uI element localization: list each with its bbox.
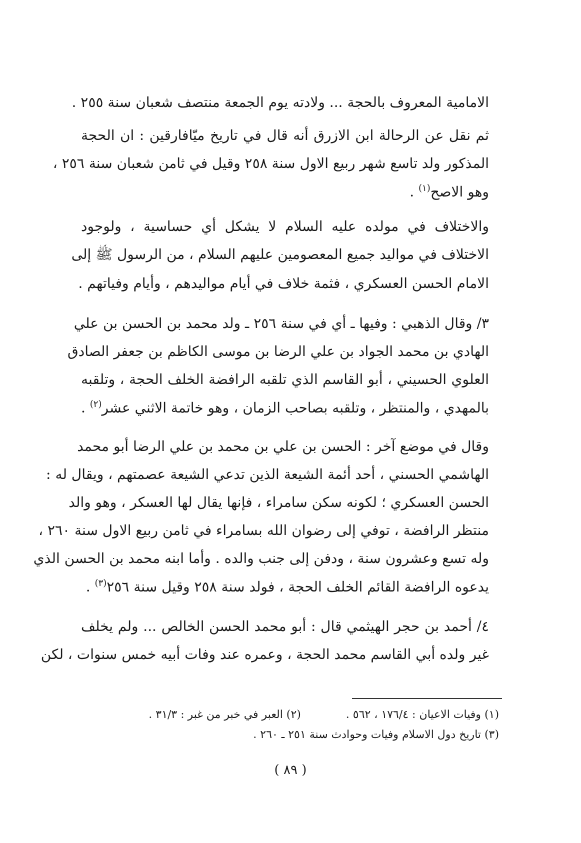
text-fragment: بالمهدي ، والمنتظر ، وتلقبه بصاحب الزمان ، وهو خاتمة الاثني عشر bbox=[101, 400, 489, 417]
text-line: الهاشمي الحسني ، أحد أئمة الشيعة الذين تدعي الشيعة عصمتهم ، ويقال له : bbox=[46, 467, 489, 483]
text-line: غير ولده أبي القاسم محمد الحجة ، وعمره عند وفات أبيه خمس سنوات ، لكن bbox=[40, 647, 489, 663]
footnote-line bbox=[79, 708, 499, 721]
text-line bbox=[81, 184, 489, 201]
text-line: الهادي بن محمد الجواد بن علي الرضا بن موسى الكاظم بن جعفر الصادق bbox=[67, 344, 489, 360]
page-number: ( ٨٩ ) bbox=[274, 763, 307, 778]
footnote-marker: (١) bbox=[418, 184, 431, 194]
text-fragment: . bbox=[409, 184, 419, 201]
text-line: منتظر الرافضة ، توفي إلى رضوان الله بسامراء في ثامن ربيع الاول سنة ٢٦٠ ، bbox=[38, 523, 489, 539]
text-line: العلوي الحسيني ، أبو القاسم الذي تلقبه الرافضة الخلف الحجة ، وتلقبه bbox=[81, 372, 489, 388]
footnote-marker: (٢) bbox=[89, 400, 102, 410]
text-fragment: يدعوه الرافضة القائم الخلف الحجة ، فولد سنة ٢٥٨ وقيل سنة ٢٥٦ bbox=[106, 579, 489, 596]
text-line: ثم نقل عن الرحالة ابن الازرق أنه قال في تاريخ ميّافارقين : ان الحجة bbox=[81, 128, 489, 144]
text-line: الحسن العسكري ؛ لكونه سكن سامراء ، فإنها يقال لها العسكر ، وهو والد bbox=[68, 495, 489, 511]
footnote-divider bbox=[352, 698, 502, 699]
footnote-1: (١) وفيات الاعيان : ١٧٦/٤ ، ٥٦٢ . bbox=[345, 708, 499, 721]
text-line: الامام الحسن العسكري ، فثمة خلاف في أيام مواليدهم ، وأيام وفياتهم . bbox=[78, 276, 489, 292]
text-line bbox=[81, 579, 489, 596]
text-fragment: وهو الاصح bbox=[430, 184, 489, 201]
text-line bbox=[81, 400, 489, 417]
text-line: المذكور ولد تاسع شهر ربيع الاول سنة ٢٥٨ وقيل في ثامن شعبان سنة ٢٥٦ ، bbox=[52, 156, 489, 172]
footnote-2: (٢) العبر في خبر من غبر : ٣١/٣ . bbox=[148, 708, 301, 721]
text-line: الامامية المعروف بالحجة ... ولادته يوم الجمعة منتصف شعبان سنة ٢٥٥ . bbox=[71, 95, 489, 111]
text-fragment: . bbox=[81, 400, 90, 417]
text-fragment: . bbox=[85, 579, 95, 596]
text-line: الاختلاف في مواليد جميع المعصومين عليهم السلام ، من الرسول ﷺ إلى bbox=[71, 247, 489, 263]
text-line: وقال في موضع آخر : الحسن بن علي بن محمد بن علي الرضا أبو محمد bbox=[77, 439, 489, 455]
footnote-marker: (٣) bbox=[94, 579, 107, 589]
text-line: ٤/ أحمد بن حجر الهيثمي قال : أبو محمد الحسن الخالص ... ولم يخلف bbox=[81, 619, 489, 635]
text-line: وله تسع وعشرون سنة ، ودفن إلى جنب والده . وأما ابنه محمد بن الحسن الذي bbox=[33, 551, 489, 567]
text-line: والاختلاف في مولده عليه السلام لا يشكل أي حساسية ، ولوجود bbox=[81, 219, 489, 235]
footnote-3: (٣) تاريخ دول الاسلام وفيات وحوادث سنة ٢٥١ ـ ٢٦٠ . bbox=[253, 728, 499, 741]
text-line: ٣/ وقال الذهبي : وفيها ـ أي في سنة ٢٥٦ ـ ولد محمد بن الحسن بن علي bbox=[73, 316, 489, 332]
